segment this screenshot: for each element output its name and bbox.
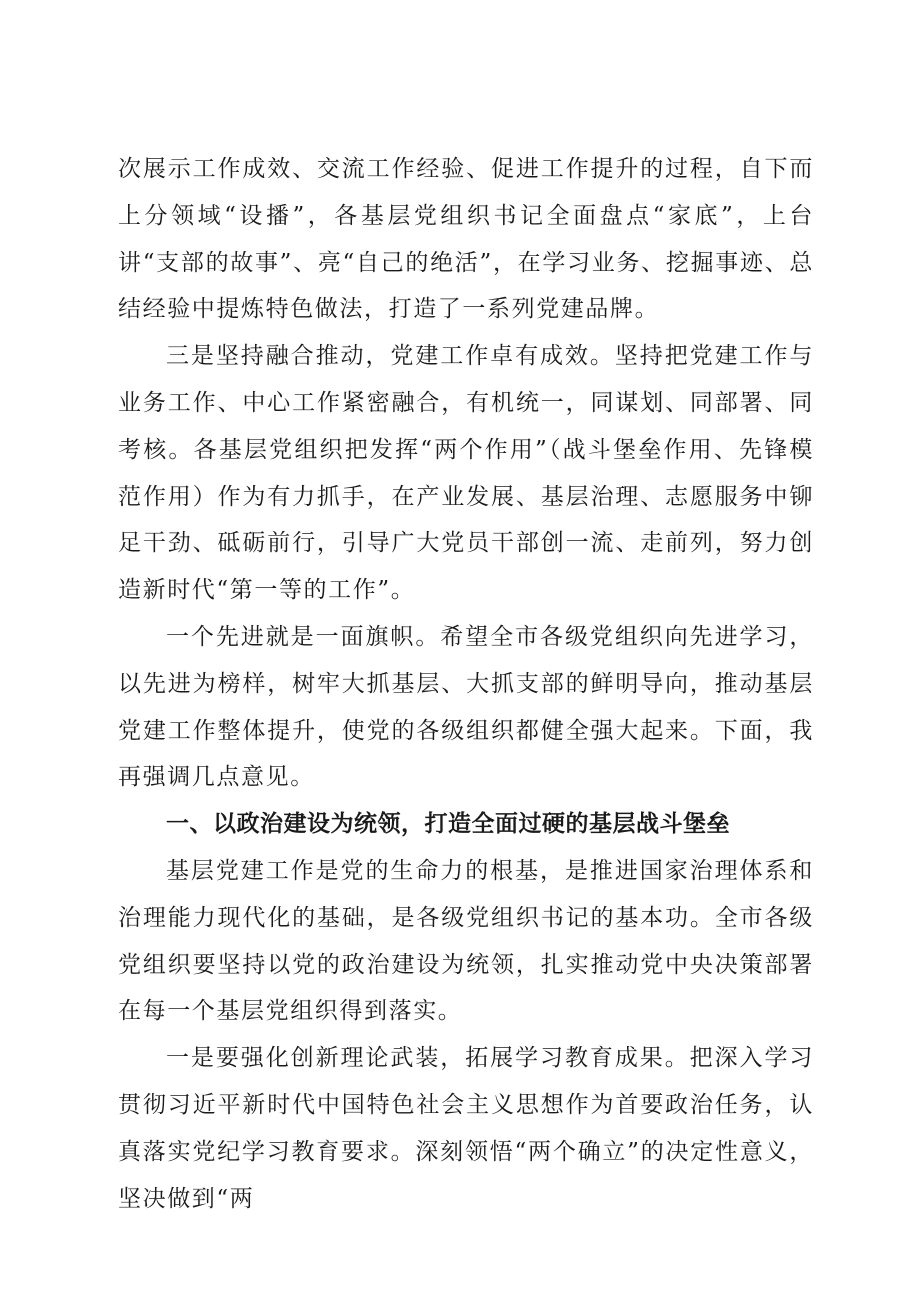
paragraph-foundation: 基层党建工作是党的生命力的根基，是推进国家治理体系和治理能力现代化的基础，是各级党组织书记的基本功。全市各级党组织要坚持以党的政治建设为统领，扎实推动党中央决策部署在每一个基层党组织得到落实。 <box>118 857 814 1025</box>
document-page <box>118 146 814 1222</box>
paragraph-advanced-example: 一个先进就是一面旗帜。希望全市各级党组织向先进学习，以先进为榜样，树牢大抓基层、大抓支部的鲜明导向，推动基层党建工作整体提升，使党的各级组织都健全强大起来。下面，我再强调几点意见。 <box>118 623 814 791</box>
paragraph-theory-study: 一是要强化创新理论武装，拓展学习教育成果。把深入学习贯彻习近平新时代中国特色社会主义思想作为首要政治任务，认真落实党纪学习教育要求。深刻领悟“两个确立”的决定性意义，坚决做到“两 <box>118 1045 814 1212</box>
paragraph-continuation: 次展示工作成效、交流工作经验、促进工作提升的过程，自下而上分领域“设播”，各基层党组织书记全面盘点“家底”，上台讲“支部的故事”、亮“自己的绝活”，在学习业务、挖掘事迹、总结经验中提炼特色做法，打造了一系列党建品牌。 <box>118 156 814 323</box>
section-heading: 一、以政治建设为统领，打造全面过硬的基层战斗堡垒 <box>166 811 730 838</box>
paragraph-integration: 三是坚持融合推动，党建工作卓有成效。坚持把党建工作与业务工作、中心工作紧密融合，有机统一，同谋划、同部署、同考核。各基层党组织把发挥“两个作用”（战斗堡垒作用、先锋模范作用）作为有力抓手，在产业发展、基层治理、志愿服务中铆足干劲、砥砺前行，引导广大党员干部创一流、走前列，努力创造新时代“第一等的工作”。 <box>118 343 814 604</box>
